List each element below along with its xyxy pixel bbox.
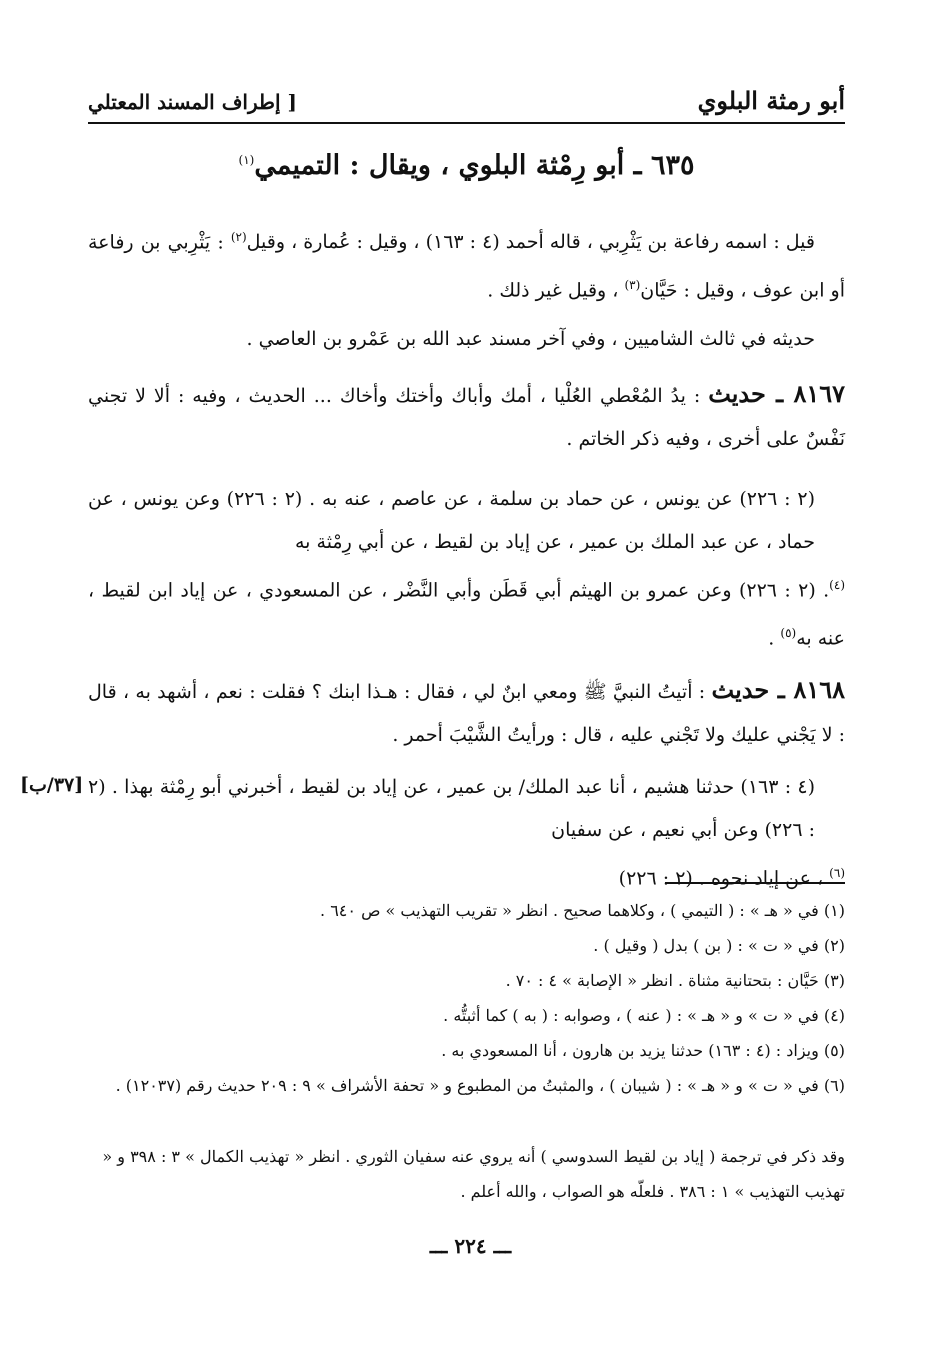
chapter-title-text: ٦٣٥ ـ أبو رِمْثة البلوي ، ويقال : التميمي <box>254 150 695 181</box>
footnote: (٣) حَيَّان : بتحتانية مثناة . انظر « الإصابة » ٤ : ٧٠ . <box>505 971 845 990</box>
footnote-separator <box>665 882 845 884</box>
footnote: (١) في « هـ » : ( التيمي ) ، وكلاهما صحيح . انظر « تقريب التهذيب » ص ٦٤٠ . <box>320 901 845 920</box>
hadith-text: : يدُ المُعْطي العُلْيا ، أمك وأباك وأختك وأخاك ... الحديث ، وفيه : ألا لا تجني نَفْسٌ على أخرى ، وفيه ذكر الخاتم . <box>88 385 845 450</box>
hadith-number: ٨١٦٨ <box>793 675 846 704</box>
chapter-title-footnote-ref: (١) <box>238 153 255 167</box>
isnad-8168 <box>88 766 845 900</box>
name-text-1: قيل : اسمه رفاعة بن يَثْرِبي ، قاله أحمد (٤ : ١٦٣) ، وقيل : عُمارة ، وقيل <box>246 231 815 254</box>
footnote-ref-3: (٣) <box>624 278 641 293</box>
header-chapter-title: أبو رمثة البلوي <box>697 86 845 115</box>
name-text-3: ، وقيل غير ذلك . <box>487 279 625 302</box>
isnad-text-b: ، عن إياد نحوه . (٢ : ٢٢٦) <box>618 867 830 890</box>
running-header <box>88 82 845 124</box>
isnad-text-a: (٢ : ٢٢٦) عن يونس ، عن حماد بن سلمة ، عن عاصم ، عنه به . (٢ : ٢٢٦) وعن يونس ، عن حماد ، عن عبد الملك بن عمير ، عن إياد بن لقيط ، عن أبي رِمْثة به <box>88 488 816 553</box>
isnad-text-b: . (٢ : ٢٢٦) وعن عمرو بن الهيثم أبي قَطَن وأبي النَّضْر ، عن المسعودي ، عن إياد ابن لقيط ، عنه به <box>88 579 845 650</box>
name-paragraph <box>88 216 845 313</box>
footnote-ref-4: (٤) <box>829 578 845 592</box>
hadith-number: ٨١٦٧ <box>793 379 846 408</box>
hadith-text: : أتيتُ النبيَّ ﷺ ومعي ابنٌ لي ، فقال : هـذا ابنك ؟ فقلت : نعم ، أشهد به ، قال : لا يَجْني عليك ولا تَجْني عليه ، قال : ورأيتُ الشَّيْبَ أحمر . <box>88 681 845 746</box>
footnote: (٤) في « ت » و « هـ » : ( عنه ) ، وصوابه : ( به ) كما أثبتُّه . <box>443 1006 845 1025</box>
isnad-text-c: . <box>768 627 781 650</box>
footnote-continuation: وقد ذكر في ترجمة ( إياد بن لقيط السدوسي ) أنه يروي عنه سفيان الثوري . انظر « تهذيب الكمال » ٣ : ٣٩٨ و « تهذيب التهذيب » ١ : ٣٨٦ . فلعلّه هو الصواب ، والله أعلم . <box>102 1147 845 1201</box>
footnote: (٥) ويزاد : (٤ : ١٦٣) حدثنا يزيد بن هارون ، أنا المسعودي به . <box>441 1041 845 1060</box>
footnote: (٢) في « ت » : ( بن ) بدل ( وقيل ) . <box>593 936 845 955</box>
hadith-8168 <box>88 668 845 757</box>
isnad-text-a: (٤ : ١٦٣) حدثنا هشيم ، أنا عبد الملك/ بن عمير ، عن إياد بن لقيط ، أخبرني أبو رِمْثة بهذا . (٢ : ٢٢٦) وعن أبي نعيم ، عن سفيان <box>88 776 815 841</box>
name-text-2: : يَثْرِبي بن رفاعة أو ابن عوف ، وقيل : حَيَّان <box>88 231 845 302</box>
hadith-keyword: ـ حديث <box>711 675 794 704</box>
footnote-ref-5: (٥) <box>780 626 797 641</box>
hadith-location-paragraph: حديثه في ثالث الشاميين ، وفي آخر مسند عبد الله بن عَمْرو بن العاصي . <box>246 328 815 350</box>
footnote-ref-2: (٢) <box>230 230 247 244</box>
page-number: ـــ ٢٢٤ ـــ <box>429 1234 512 1258</box>
hadith-keyword: ـ حديث <box>708 379 794 408</box>
header-book-title: [ إطراف المسند المعتلي <box>88 90 297 114</box>
footnote: (٦) في « ت » و « هـ » : ( شيبان ) ، والمثبتُ من المطبوع و « تحفة الأشراف » ٩ : ٢٠٩ حديث رقم (١٢٠٣٧) . <box>115 1076 845 1095</box>
isnad-8167 <box>88 478 845 661</box>
hadith-8167 <box>88 372 845 461</box>
footnote-list <box>88 893 845 1103</box>
marginal-folio-ref: [٣٧/ب] <box>20 774 84 796</box>
chapter-title <box>88 150 845 181</box>
footnote-ref-6: (٦) <box>829 866 845 880</box>
